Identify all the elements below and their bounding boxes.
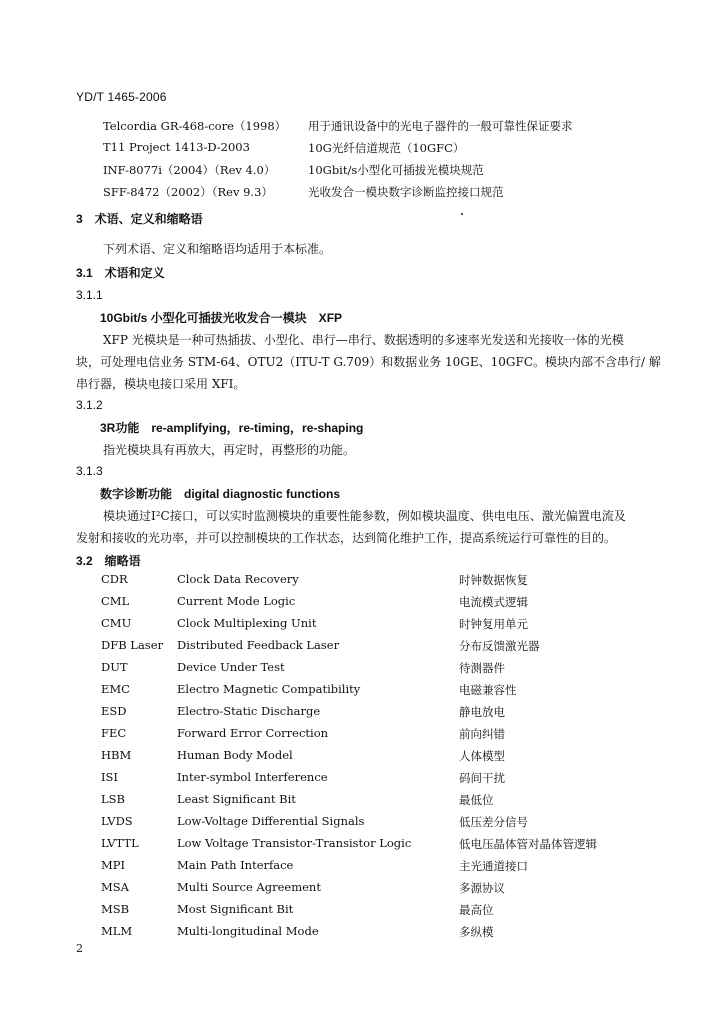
abbr-code: EMC: [101, 682, 130, 696]
abbr-code: LVTTL: [101, 836, 139, 850]
abbreviation-row: [0, 682, 722, 702]
section-3-heading: 3 术语、定义和缩略语: [76, 212, 203, 226]
abbr-chinese: 前向纠错: [459, 727, 505, 741]
abbr-english: Low Voltage Transistor-Transistor Logic: [177, 836, 412, 850]
abbr-english: Least Significant Bit: [177, 792, 296, 806]
abbreviation-row: [0, 616, 722, 636]
term-name-text: 10Gbit/s 小型化可插拔光收发合一模块 XFP: [100, 311, 343, 325]
abbr-chinese: 主光通道接口: [459, 859, 528, 873]
abbreviation-row: [0, 924, 722, 944]
abbr-code: MPI: [101, 858, 126, 872]
abbr-english: Clock Data Recovery: [177, 572, 299, 586]
abbr-code: DFB Laser: [101, 638, 164, 652]
abbr-english: Clock Multiplexing Unit: [177, 616, 317, 630]
abbr-code: ESD: [101, 704, 127, 718]
reference-desc: 10G光纤信道规范（10GFC）: [308, 141, 465, 155]
term-number: 3.1.3: [76, 464, 103, 478]
abbreviation-row: [0, 704, 722, 724]
abbr-chinese: 码间干扰: [459, 771, 505, 785]
abbr-english: Current Mode Logic: [177, 594, 296, 608]
term-number: 3.1.2: [76, 398, 103, 412]
abbreviation-row: [0, 748, 722, 768]
abbreviation-row: [0, 836, 722, 856]
abbr-english: Device Under Test: [177, 660, 285, 674]
abbr-chinese: 静电放电: [459, 705, 505, 719]
abbr-code: MSA: [101, 880, 129, 894]
abbr-chinese: 多纵模: [459, 925, 494, 939]
abbreviation-row: [0, 638, 722, 658]
abbr-english: Most Significant Bit: [177, 902, 294, 916]
abbr-english: Electro-Static Discharge: [177, 704, 321, 718]
reference-code: SFF-8472（2002）（Rev 9.3）: [103, 185, 273, 199]
abbr-chinese: 分布反馈激光器: [459, 639, 540, 653]
abbr-chinese: 低电压晶体管对晶体管逻辑: [459, 837, 597, 851]
abbr-code: MLM: [101, 924, 133, 938]
abbr-english: Electro Magnetic Compatibility: [177, 682, 361, 696]
page-number: 2: [76, 942, 83, 955]
abbr-chinese: 最高位: [459, 903, 494, 917]
abbr-chinese: 时钟数据恢复: [459, 573, 528, 587]
abbr-code: HBM: [101, 748, 132, 762]
term-definition-line: 块，可处理电信业务 STM-64、OTU2（ITU-T G.709）和数据业务 10GE、10GFC。模块内部不含串行/ 解: [76, 355, 661, 369]
abbreviation-row: [0, 792, 722, 812]
term-definition-line: 指光模块具有再放大，再定时，再整形的功能。: [103, 443, 356, 457]
abbr-code: LSB: [101, 792, 125, 806]
abbr-english: Human Body Model: [177, 748, 293, 762]
abbr-code: FEC: [101, 726, 127, 740]
reference-desc: 10Gbit/s小型化可插拔光模块规范: [308, 163, 484, 177]
abbreviation-row: [0, 594, 722, 614]
abbr-code: MSB: [101, 902, 130, 916]
term-name: [100, 419, 363, 436]
section-3-intro: 下列术语、定义和缩略语均适用于本标准。: [103, 242, 332, 256]
reference-desc: 用于通讯设备中的光电子器件的一般可靠性保证要求: [308, 119, 573, 133]
abbr-english: Multi Source Agreement: [177, 880, 321, 894]
abbreviation-row: [0, 660, 722, 680]
term-number: 3.1.1: [76, 288, 103, 302]
section-3-1-heading: 3.1 术语和定义: [76, 266, 165, 280]
term-name: [100, 485, 340, 502]
abbr-code: LVDS: [101, 814, 133, 828]
term-definition-line: 发射和接收的光功率，并可以控制模块的工作状态，达到简化维护工作，提高系统运行可靠性的目的。: [76, 531, 617, 545]
abbr-code: DUT: [101, 660, 128, 674]
abbr-chinese: 时钟复用单元: [459, 617, 528, 631]
abbreviation-row: [0, 770, 722, 790]
abbr-chinese: 电磁兼容性: [459, 683, 517, 697]
abbreviation-row: [0, 880, 722, 900]
abbr-english: Low-Voltage Differential Signals: [177, 814, 365, 828]
term-name-text: 数字诊断功能 digital diagnostic functions: [100, 487, 341, 501]
section-3-2-heading: 3.2 缩略语: [76, 554, 141, 568]
term-name-text: 3R功能 re-amplifying，re-timing，re-shaping: [100, 421, 364, 435]
abbr-chinese: 电流模式逻辑: [459, 595, 528, 609]
standard-number: YD/T 1465-2006: [76, 90, 167, 104]
abbreviation-row: [0, 726, 722, 746]
term-definition-line: 串行器，模块电接口采用 XFI。: [76, 377, 246, 391]
term-definition-line: 模块通过I²C接口，可以实时监测模块的重要性能参数，例如模块温度、供电电压、激光偏置电流及: [103, 509, 626, 523]
abbr-english: Main Path Interface: [177, 858, 294, 872]
term-definition-line: XFP 光模块是一种可热插拔、小型化、串行—串行、数据透明的多速率光发送和光接收一体的光模: [103, 333, 624, 347]
reference-code: Telcordia GR-468-core（1998）: [103, 119, 287, 133]
abbr-chinese: 低压差分信号: [459, 815, 528, 829]
term-name: [100, 309, 342, 326]
reference-code: T11 Project 1413-D-2003: [103, 140, 250, 154]
abbr-english: Distributed Feedback Laser: [177, 638, 340, 652]
reference-desc: 光收发合一模块数字诊断监控接口规范: [308, 185, 504, 199]
abbr-code: CMU: [101, 616, 132, 630]
scan-speck: [461, 213, 463, 215]
abbreviation-row: [0, 572, 722, 592]
abbr-code: ISI: [101, 770, 118, 784]
abbreviation-row: [0, 814, 722, 834]
abbr-code: CDR: [101, 572, 128, 586]
abbr-chinese: 多源协议: [459, 881, 505, 895]
abbr-chinese: 待测器件: [459, 661, 505, 675]
abbr-english: Multi-longitudinal Mode: [177, 924, 319, 938]
abbreviation-row: [0, 858, 722, 878]
abbr-english: Forward Error Correction: [177, 726, 329, 740]
abbr-english: Inter-symbol Interference: [177, 770, 328, 784]
abbr-chinese: 人体模型: [459, 749, 505, 763]
reference-code: INF-8077i（2004）（Rev 4.0）: [103, 163, 276, 177]
abbr-code: CML: [101, 594, 130, 608]
abbreviation-row: [0, 902, 722, 922]
abbr-chinese: 最低位: [459, 793, 494, 807]
